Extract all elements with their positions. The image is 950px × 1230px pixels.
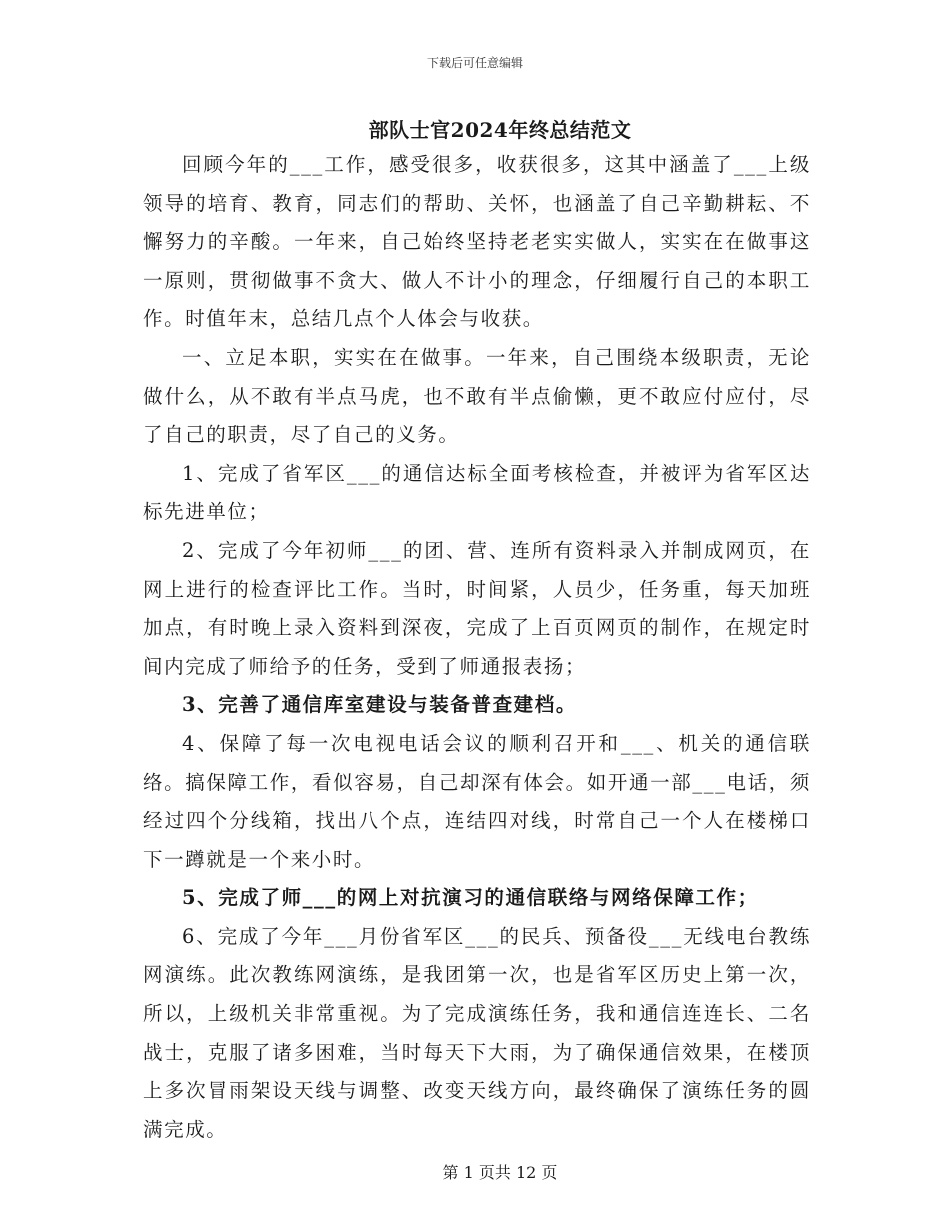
paragraph-item-2: 2、完成了今年初师___的团、营、连所有资料录入并制成网页，在网上进行的检查评比工作。当时，时间紧，人员少，任务重，每天加班加点，有时晚上录入资料到深夜，完成了上百页网页的制作，在规定时间内完成了师给予的任务，受到了师通报表扬；	[143, 538, 811, 678]
document-title: 部队士官2024年终总结范文	[368, 118, 632, 142]
paragraph-intro: 回顾今年的___工作，感受很多，收获很多，这其中涵盖了___上级领导的培育、教育，同志们的帮助、关怀，也涵盖了自己辛勤耕耘、不懈努力的辛酸。一年来，自己始终坚持老老实实做人，实实在在做事这一原则，贯彻做事不贪大、做人不计小的理念，仔细履行自己的本职工作。时值年末，总结几点个人体会与收获。	[143, 153, 811, 331]
paragraph-item-6: 6、完成了今年___月份省军区___的民兵、预备役___无线电台教练网演练。此次教练网演练，是我团第一次，也是省军区历史上第一次，所以，上级机关非常重视。为了完成演练任务，我和通信连连长、二名战士，克服了诸多困难，当时每天下大雨，为了确保通信效果，在楼顶上多次冒雨架设天线与调整、改变天线方向，最终确保了演练任务的圆满完成。	[143, 924, 811, 1141]
header-note: 下载后可任意编辑	[426, 56, 523, 70]
paragraph-item-5: 5、完成了师___的网上对抗演习的通信联络与网络保障工作；	[182, 886, 759, 910]
paragraph-item-3: 3、完善了通信库室建设与装备普查建档。	[182, 693, 577, 717]
document-body	[143, 146, 811, 1149]
paragraph-item-4: 4、保障了每一次电视电话会议的顺利召开和___、机关的通信联络。搞保障工作，看似容易，自己却深有体会。如开通一部___电话，须经过四个分线箱，找出八个点，连结四对线，时常自己一个人在楼梯口下一蹲就是一个来小时。	[143, 731, 811, 871]
paragraph-item-1: 1、完成了省军区___的通信达标全面考核检查，并被评为省军区达标先进单位；	[143, 461, 811, 524]
paragraph-section-1: 一、立足本职，实实在在做事。一年来，自己围绕本级职责，无论做什么，从不敢有半点马虎，也不敢有半点偷懒，更不敢应付应付，尽了自己的职责，尽了自己的义务。	[143, 345, 811, 447]
page-footer: 第 1 页共 12 页	[442, 1163, 558, 1182]
